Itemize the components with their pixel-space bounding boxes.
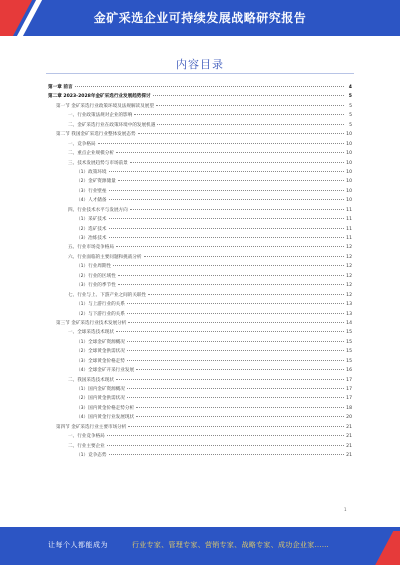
toc-entry-page: 12 <box>346 283 352 289</box>
toc-leader-dots <box>109 451 345 455</box>
toc-entry-page: 17 <box>346 377 352 383</box>
toc-entry[interactable] <box>48 121 352 130</box>
toc-leader-dots <box>109 168 345 172</box>
toc-entry-title: 五、行业市场竞争格局 <box>68 245 114 251</box>
toc-entry-title: （1）全球金矿资源概况 <box>76 339 125 345</box>
toc-entry-page: 10 <box>346 160 352 166</box>
toc-entry-page: 10 <box>346 188 352 194</box>
toc-entry-title: 一、竞争格局 <box>68 141 96 147</box>
report-header <box>0 0 400 36</box>
toc-entry[interactable] <box>48 149 352 158</box>
toc-entry-page: 10 <box>346 198 352 204</box>
toc-entry[interactable] <box>48 159 352 168</box>
toc-leader-dots <box>128 319 344 323</box>
toc-entry-page: 11 <box>346 226 352 232</box>
toc-entry-page: 5 <box>349 122 352 128</box>
toc-leader-dots <box>130 159 344 163</box>
toc-leader-dots <box>127 300 344 304</box>
toc-entry-page: 10 <box>346 169 352 175</box>
toc-entry[interactable] <box>48 234 352 243</box>
toc-leader-dots <box>116 328 344 332</box>
toc-entry-title: （1）竞争态势 <box>76 453 107 459</box>
toc-leader-dots <box>109 215 345 219</box>
toc-entry[interactable] <box>48 262 352 271</box>
toc-entry-title: 二、重点企业规模分析 <box>68 151 114 157</box>
toc-leader-dots <box>144 253 344 257</box>
toc-entry-title: （3）国内黄金价格走势分析 <box>76 405 135 411</box>
toc-entry[interactable] <box>48 291 352 300</box>
toc-entry-page: 10 <box>346 132 352 138</box>
footer-slogan: 让每个人都能成为 <box>48 541 108 549</box>
toc-entry-title: （1）政策环境 <box>76 169 107 175</box>
toc-entry-page: 16 <box>346 368 352 374</box>
toc-leader-dots <box>113 262 344 266</box>
table-of-contents <box>48 83 352 461</box>
toc-entry[interactable] <box>48 347 352 356</box>
toc-entry[interactable] <box>48 281 352 290</box>
toc-entry-title: 一、行业政策法规对企业的影响 <box>68 113 133 119</box>
toc-leader-dots <box>116 376 344 380</box>
toc-entry[interactable] <box>48 83 352 92</box>
toc-entry-title: （3）行业壁垒 <box>76 188 107 194</box>
toc-entry[interactable] <box>48 92 352 101</box>
toc-entry-page: 15 <box>346 330 352 336</box>
toc-entry-page: 12 <box>346 292 352 298</box>
toc-entry-title: 第一章 前言 <box>48 85 73 90</box>
toc-entry-title: 第三节 金矿采选行业技术发展分析 <box>56 320 127 326</box>
toc-entry[interactable] <box>48 404 352 413</box>
toc-entry-page: 13 <box>346 302 352 308</box>
toc-entry-title: 第二章 2023-2028年金矿采选行业发展趋势探讨 <box>48 94 151 100</box>
toc-entry-title: （2）金矿资源储量 <box>76 179 116 185</box>
toc-leader-dots <box>127 394 344 398</box>
toc-entry-page: 4 <box>348 85 352 90</box>
toc-entry-page: 12 <box>346 254 352 260</box>
toc-entry-title: （3）行业的季节性 <box>76 283 116 289</box>
toc-entry[interactable] <box>48 385 352 394</box>
toc-leader-dots <box>136 366 344 370</box>
toc-entry[interactable] <box>48 310 352 319</box>
toc-entry-page: 10 <box>346 179 352 185</box>
toc-entry-title: 二、行业主要企业 <box>68 443 105 449</box>
toc-entry[interactable] <box>48 102 352 111</box>
toc-leader-dots <box>107 442 344 446</box>
toc-entry[interactable] <box>48 206 352 215</box>
toc-entry-title: 三、技术发展趋势与市场前景 <box>68 160 128 166</box>
toc-entry-title: （2）选矿技术 <box>76 226 107 232</box>
toc-entry-title: （1）行业周期性 <box>76 264 112 270</box>
toc-entry[interactable] <box>48 272 352 281</box>
toc-entry-page: 5 <box>348 94 352 100</box>
toc-heading: 内容目录 <box>176 58 224 71</box>
toc-leader-dots <box>109 196 345 200</box>
toc-leader-dots <box>153 92 344 96</box>
red-corner-decoration <box>367 531 400 565</box>
toc-entry[interactable] <box>48 168 352 177</box>
toc-entry-page: 12 <box>346 264 352 270</box>
toc-leader-dots <box>109 225 345 229</box>
toc-leader-dots <box>127 385 344 389</box>
toc-entry[interactable] <box>48 432 352 441</box>
toc-entry-page: 21 <box>346 453 352 459</box>
toc-entry[interactable] <box>48 442 352 451</box>
toc-entry-page: 12 <box>346 273 352 279</box>
toc-entry-title: 二、我国采选技术现状 <box>68 377 114 383</box>
toc-entry-title: 六、行业面临的主要问题和挑战分析 <box>68 254 142 260</box>
report-footer <box>0 527 400 565</box>
toc-entry-title: （2）全球黄金供需状况 <box>76 349 125 355</box>
toc-leader-dots <box>127 357 344 361</box>
toc-entry-title: 第二节 我国金矿采选行业整体发展态势 <box>56 132 136 138</box>
toc-entry[interactable] <box>48 328 352 337</box>
toc-entry[interactable] <box>48 215 352 224</box>
toc-entry-page: 18 <box>346 405 352 411</box>
toc-leader-dots <box>109 187 345 191</box>
toc-leader-dots <box>127 347 344 351</box>
toc-entry-page: 10 <box>346 141 352 147</box>
toc-divider <box>46 73 354 74</box>
toc-entry[interactable] <box>48 225 352 234</box>
report-title: 金矿采选企业可持续发展战略研究报告 <box>93 11 307 25</box>
toc-leader-dots <box>156 102 344 106</box>
toc-entry-page: 15 <box>346 339 352 345</box>
toc-entry-title: （2）国内黄金供需状况 <box>76 396 125 402</box>
toc-entry-page: 21 <box>346 443 352 449</box>
toc-leader-dots <box>127 310 344 314</box>
toc-leader-dots <box>134 111 344 115</box>
toc-leader-dots <box>148 291 344 295</box>
toc-entry[interactable] <box>48 243 352 252</box>
toc-entry[interactable] <box>48 196 352 205</box>
toc-entry[interactable] <box>48 394 352 403</box>
toc-entry[interactable] <box>48 366 352 375</box>
toc-entry-title: （1）与上游行业的关系 <box>76 302 125 308</box>
toc-entry-title: （1）国内金矿资源概况 <box>76 387 125 392</box>
toc-entry-title: （3）全球黄金价格走势 <box>76 358 125 364</box>
toc-entry-title: 四、行业技术水平与发展方向 <box>68 207 128 213</box>
toc-entry-title: 第四节 金矿采选行业主要市场分析 <box>56 424 127 430</box>
toc-leader-dots <box>130 206 344 210</box>
toc-entry[interactable] <box>48 111 352 120</box>
toc-leader-dots <box>128 423 344 427</box>
toc-entry-page: 15 <box>346 349 352 355</box>
toc-leader-dots <box>127 338 344 342</box>
toc-leader-dots <box>136 404 344 408</box>
toc-entry-title: 七、行业与上、下游产业之间的关联性 <box>68 292 147 298</box>
toc-entry-page: 21 <box>346 434 352 440</box>
toc-entry-title: （4）人才储备 <box>76 198 107 204</box>
toc-entry[interactable] <box>48 300 352 309</box>
toc-entry-page: 20 <box>346 415 352 421</box>
toc-leader-dots <box>138 130 344 134</box>
toc-entry[interactable] <box>48 423 352 432</box>
toc-leader-dots <box>118 177 344 181</box>
page-number: 1 <box>344 507 347 512</box>
toc-entry-page: 13 <box>346 311 352 317</box>
toc-entry-page: 5 <box>349 103 352 109</box>
toc-entry-page: 17 <box>346 396 352 402</box>
toc-entry-page: 15 <box>346 358 352 364</box>
toc-entry[interactable] <box>48 357 352 366</box>
toc-entry-title: 二、金矿采选行业在政策环境中的发展机遇 <box>68 122 156 128</box>
toc-entry[interactable] <box>48 319 352 328</box>
footer-tagline: 行业专家、管理专家、营销专家、战略专家、成功企业家…… <box>132 541 330 549</box>
toc-entry[interactable] <box>48 376 352 385</box>
toc-entry[interactable] <box>48 187 352 196</box>
toc-entry-title: 一、行业竞争格局 <box>68 434 105 440</box>
toc-leader-dots <box>75 83 344 87</box>
toc-entry[interactable] <box>48 130 352 139</box>
toc-entry-page: 17 <box>346 387 352 392</box>
toc-entry[interactable] <box>48 338 352 347</box>
toc-entry-page: 11 <box>346 207 352 213</box>
toc-leader-dots <box>136 413 344 417</box>
toc-entry[interactable] <box>48 177 352 186</box>
toc-entry-title: （3）冶炼技术 <box>76 236 107 241</box>
toc-leader-dots <box>107 432 344 436</box>
toc-entry-title: （1）采矿技术 <box>76 217 107 223</box>
toc-entry-title: （4）国内黄金行业发展现状 <box>76 415 135 421</box>
toc-entry-title: （4）全球金矿开采行业发展 <box>76 368 135 374</box>
toc-entry-title: （2）行业的区域性 <box>76 273 116 279</box>
toc-leader-dots <box>98 140 344 144</box>
toc-entry-page: 10 <box>346 151 352 157</box>
toc-entry-page: 11 <box>346 217 352 223</box>
toc-entry-page: 14 <box>346 320 352 326</box>
toc-leader-dots <box>118 272 344 276</box>
toc-entry-title: （2）与下游行业的关系 <box>76 311 125 317</box>
toc-entry-page: 12 <box>346 245 352 251</box>
toc-entry[interactable] <box>48 253 352 262</box>
toc-entry[interactable] <box>48 413 352 422</box>
toc-entry[interactable] <box>48 140 352 149</box>
toc-entry-title: 一、全球采选技术现状 <box>68 330 114 336</box>
toc-entry[interactable] <box>48 451 352 460</box>
toc-leader-dots <box>116 149 344 153</box>
toc-entry-page: 21 <box>346 424 352 430</box>
toc-leader-dots <box>116 243 344 247</box>
toc-entry-page: 5 <box>349 113 352 119</box>
toc-leader-dots <box>118 281 344 285</box>
toc-leader-dots <box>157 121 344 125</box>
toc-leader-dots <box>109 234 345 238</box>
toc-entry-page: 11 <box>346 236 352 241</box>
toc-entry-title: 第一节 金矿采选行业政策环境及法规解读及展望 <box>56 103 154 109</box>
